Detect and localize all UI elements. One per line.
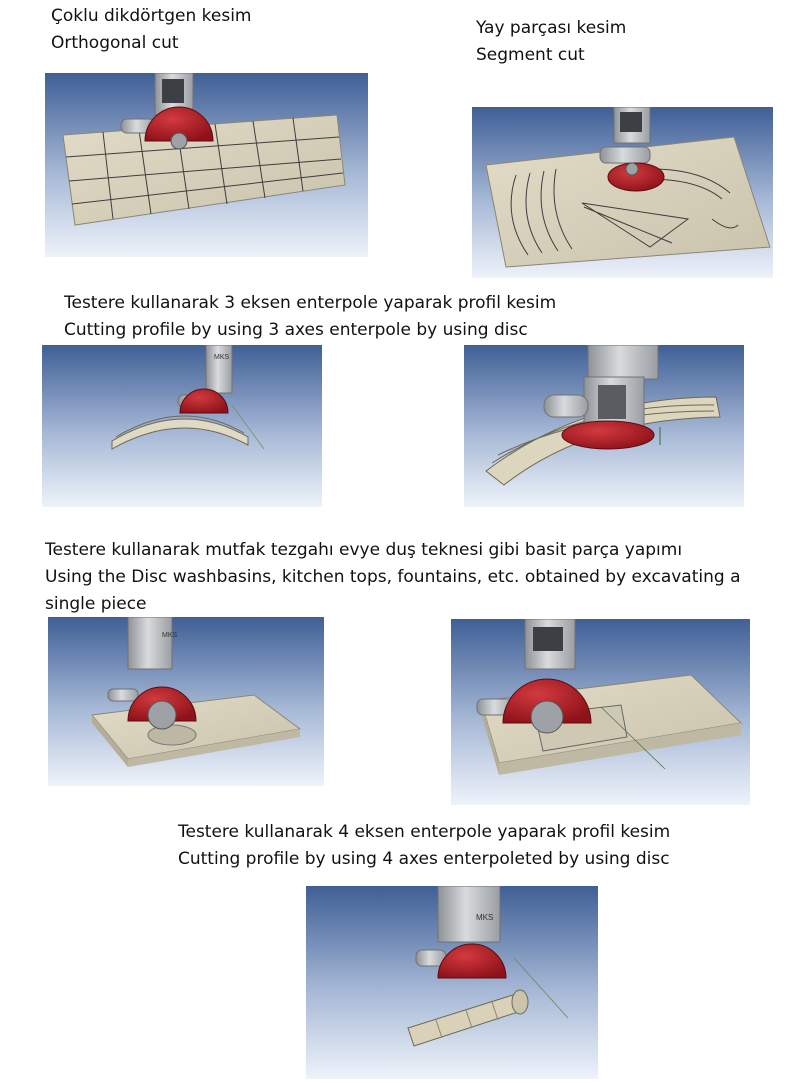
caption-basin-en: Using the Disc washbasins, kitchen tops, fountains, etc. obtained by excavating a single piece <box>45 567 741 614</box>
caption-orthogonal-en: Orthogonal cut <box>51 33 179 53</box>
orthogonal-cut-image <box>45 73 368 257</box>
caption-profile4 <box>178 819 670 873</box>
basin-slab-image <box>48 617 324 786</box>
caption-profile3-en: Cutting profile by using 3 axes enterpole by using disc <box>64 320 528 340</box>
caption-segment <box>476 15 626 69</box>
brand-label: MKS <box>214 354 230 361</box>
caption-basin-tr: Testere kullanarak mutfak tezgahı evye duş teknesi gibi basit parça yapımı <box>45 540 683 560</box>
caption-basin <box>45 537 785 618</box>
segment-cut-image <box>472 107 773 278</box>
caption-segment-en: Segment cut <box>476 45 585 65</box>
caption-profile3 <box>64 290 556 344</box>
brand-label: MKS <box>476 913 494 922</box>
brand-label: MKS <box>162 632 178 639</box>
caption-orthogonal-tr: Çoklu dikdörtgen kesim <box>51 6 252 26</box>
profile4-cone-image <box>306 886 598 1079</box>
profile3-overview-image <box>42 345 322 507</box>
profile3-closeup-image <box>464 345 744 507</box>
caption-profile4-en: Cutting profile by using 4 axes enterpoleted by using disc <box>178 849 670 869</box>
caption-profile3-tr: Testere kullanarak 3 eksen enterpole yaparak profil kesim <box>64 293 557 313</box>
kitchen-top-image <box>451 619 750 805</box>
caption-orthogonal <box>51 3 252 57</box>
caption-segment-tr: Yay parçası kesim <box>476 18 627 38</box>
caption-profile4-tr: Testere kullanarak 4 eksen enterpole yaparak profil kesim <box>178 822 671 842</box>
